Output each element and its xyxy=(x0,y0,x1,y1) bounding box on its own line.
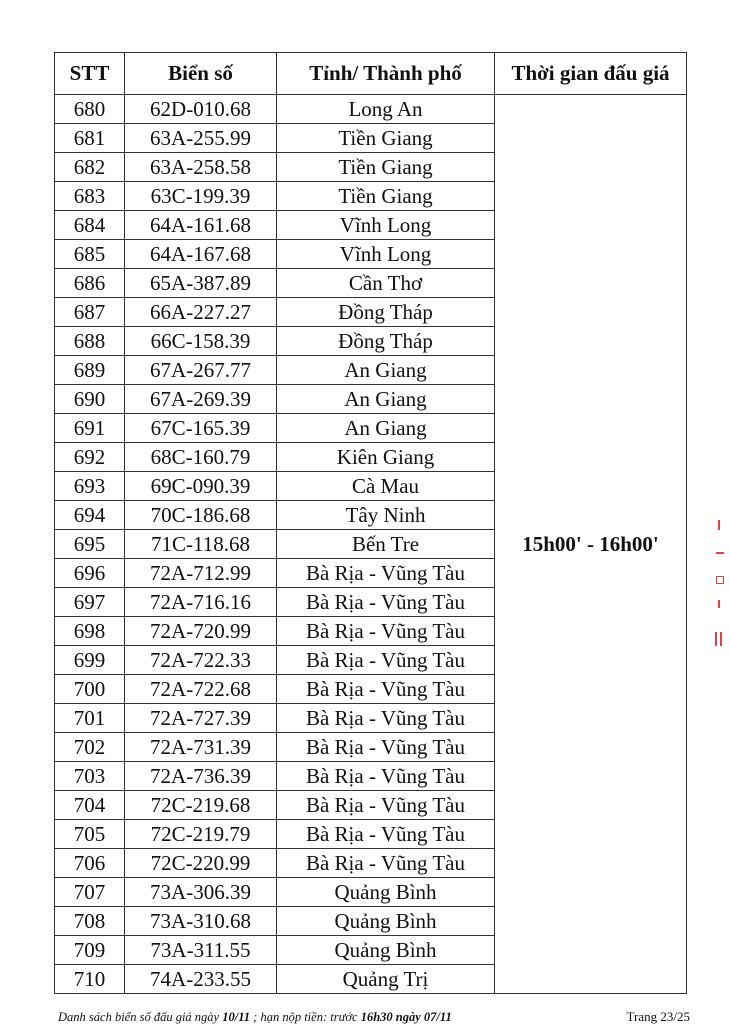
row-plate-number: 71C-118.68 xyxy=(125,530,277,559)
row-stt: 709 xyxy=(55,936,125,965)
row-province: Bà Rịa - Vũng Tàu xyxy=(277,617,495,646)
row-province: An Giang xyxy=(277,356,495,385)
row-province: Bà Rịa - Vũng Tàu xyxy=(277,849,495,878)
row-stt: 690 xyxy=(55,385,125,414)
page-number: Trang 23/25 xyxy=(626,1009,690,1024)
row-plate-number: 70C-186.68 xyxy=(125,501,277,530)
row-province: Bà Rịa - Vũng Tàu xyxy=(277,820,495,849)
row-plate-number: 72C-219.68 xyxy=(125,791,277,820)
row-province: Bà Rịa - Vũng Tàu xyxy=(277,559,495,588)
row-stt: 685 xyxy=(55,240,125,269)
header-stt: STT xyxy=(55,53,125,95)
row-plate-number: 72A-736.39 xyxy=(125,762,277,791)
row-stt: 683 xyxy=(55,182,125,211)
row-province: Long An xyxy=(277,95,495,124)
row-province: Quảng Trị xyxy=(277,965,495,994)
row-stt: 687 xyxy=(55,298,125,327)
row-plate-number: 72A-712.99 xyxy=(125,559,277,588)
row-plate-number: 73A-306.39 xyxy=(125,878,277,907)
row-province: Bà Rịa - Vũng Tàu xyxy=(277,588,495,617)
row-province: Đồng Tháp xyxy=(277,298,495,327)
row-province: Quảng Bình xyxy=(277,878,495,907)
row-stt: 691 xyxy=(55,414,125,443)
row-stt: 703 xyxy=(55,762,125,791)
table-body xyxy=(55,95,687,994)
row-stt: 699 xyxy=(55,646,125,675)
row-plate-number: 73A-310.68 xyxy=(125,907,277,936)
row-province: Tiền Giang xyxy=(277,153,495,182)
row-province: Bến Tre xyxy=(277,530,495,559)
row-stt: 697 xyxy=(55,588,125,617)
row-province: Bà Rịa - Vũng Tàu xyxy=(277,733,495,762)
row-stt: 698 xyxy=(55,617,125,646)
row-stt: 695 xyxy=(55,530,125,559)
table-row xyxy=(55,95,687,124)
row-stt: 706 xyxy=(55,849,125,878)
row-plate-number: 69C-090.39 xyxy=(125,472,277,501)
footer-note xyxy=(58,1010,452,1025)
row-province: Tiền Giang xyxy=(277,182,495,211)
table-header-row xyxy=(55,53,687,95)
row-plate-number: 65A-387.89 xyxy=(125,269,277,298)
row-plate-number: 73A-311.55 xyxy=(125,936,277,965)
row-province: Bà Rịa - Vũng Tàu xyxy=(277,704,495,733)
row-province: Đồng Tháp xyxy=(277,327,495,356)
auction-time-slot: 15h00' - 16h00' xyxy=(495,95,687,994)
row-plate-number: 72A-731.39 xyxy=(125,733,277,762)
row-stt: 704 xyxy=(55,791,125,820)
auction-table xyxy=(54,52,687,994)
row-plate-number: 72C-220.99 xyxy=(125,849,277,878)
row-province: Kiên Giang xyxy=(277,443,495,472)
row-stt: 686 xyxy=(55,269,125,298)
row-province: Vĩnh Long xyxy=(277,240,495,269)
row-stt: 688 xyxy=(55,327,125,356)
row-stt: 700 xyxy=(55,675,125,704)
edge-stamp-marks xyxy=(714,520,730,660)
row-stt: 707 xyxy=(55,878,125,907)
row-plate-number: 72A-727.39 xyxy=(125,704,277,733)
row-stt: 689 xyxy=(55,356,125,385)
row-stt: 696 xyxy=(55,559,125,588)
row-province: An Giang xyxy=(277,414,495,443)
row-province: Tây Ninh xyxy=(277,501,495,530)
footer-text-2: ; hạn nộp tiền: trước xyxy=(250,1010,361,1024)
row-province: Quảng Bình xyxy=(277,907,495,936)
row-stt: 684 xyxy=(55,211,125,240)
row-province: Quảng Bình xyxy=(277,936,495,965)
row-province: Tiền Giang xyxy=(277,124,495,153)
row-stt: 702 xyxy=(55,733,125,762)
row-plate-number: 63A-258.58 xyxy=(125,153,277,182)
row-plate-number: 68C-160.79 xyxy=(125,443,277,472)
row-stt: 693 xyxy=(55,472,125,501)
row-plate-number: 72A-720.99 xyxy=(125,617,277,646)
row-stt: 708 xyxy=(55,907,125,936)
row-plate-number: 62D-010.68 xyxy=(125,95,277,124)
header-province: Tỉnh/ Thành phố xyxy=(277,53,495,95)
row-plate-number: 72A-716.16 xyxy=(125,588,277,617)
footer-text-1: Danh sách biển số đấu giá ngày xyxy=(58,1010,223,1024)
header-plate-number: Biển số xyxy=(125,53,277,95)
row-stt: 705 xyxy=(55,820,125,849)
row-plate-number: 72C-219.79 xyxy=(125,820,277,849)
row-plate-number: 64A-167.68 xyxy=(125,240,277,269)
row-plate-number: 72A-722.68 xyxy=(125,675,277,704)
row-plate-number: 66C-158.39 xyxy=(125,327,277,356)
header-auction-time: Thời gian đấu giá xyxy=(495,53,687,95)
row-plate-number: 63C-199.39 xyxy=(125,182,277,211)
row-stt: 701 xyxy=(55,704,125,733)
row-province: Bà Rịa - Vũng Tàu xyxy=(277,762,495,791)
row-province: Bà Rịa - Vũng Tàu xyxy=(277,675,495,704)
footer-deadline: 16h30 ngày 07/11 xyxy=(360,1010,452,1024)
row-stt: 682 xyxy=(55,153,125,182)
row-province: Cần Thơ xyxy=(277,269,495,298)
row-province: Bà Rịa - Vũng Tàu xyxy=(277,646,495,675)
row-plate-number: 63A-255.99 xyxy=(125,124,277,153)
row-stt: 681 xyxy=(55,124,125,153)
footer-date: 10/11 xyxy=(222,1010,251,1024)
row-stt: 692 xyxy=(55,443,125,472)
row-stt: 710 xyxy=(55,965,125,994)
row-stt: 680 xyxy=(55,95,125,124)
row-plate-number: 67C-165.39 xyxy=(125,414,277,443)
row-plate-number: 64A-161.68 xyxy=(125,211,277,240)
row-province: Bà Rịa - Vũng Tàu xyxy=(277,791,495,820)
row-province: Cà Mau xyxy=(277,472,495,501)
row-province: Vĩnh Long xyxy=(277,211,495,240)
row-plate-number: 67A-269.39 xyxy=(125,385,277,414)
row-province: An Giang xyxy=(277,385,495,414)
row-stt: 694 xyxy=(55,501,125,530)
row-plate-number: 74A-233.55 xyxy=(125,965,277,994)
row-plate-number: 67A-267.77 xyxy=(125,356,277,385)
row-plate-number: 66A-227.27 xyxy=(125,298,277,327)
row-plate-number: 72A-722.33 xyxy=(125,646,277,675)
